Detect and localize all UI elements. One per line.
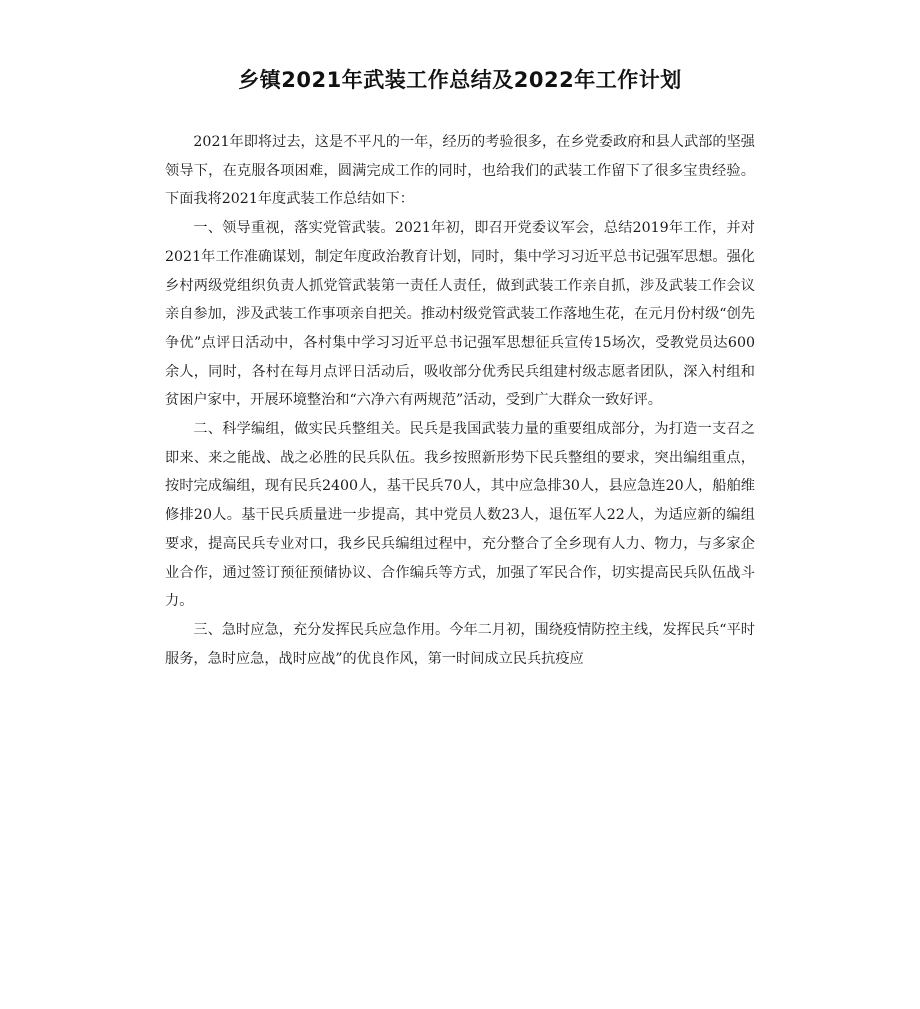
- document-body: [165, 128, 755, 673]
- paragraph-section-3: 三、急时应急，充分发挥民兵应急作用。今年二月初，围绕疫情防控主线，发挥民兵“平时服务，急时应急，战时应战”的优良作风，第一时间成立民兵抗疫应: [165, 621, 755, 667]
- paragraph-section-2: 二、科学编组，做实民兵整组关。民兵是我国武装力量的重要组成部分，为打造一支召之即来、来之能战、战之必胜的民兵队伍。我乡按照新形势下民兵整组的要求，突出编组重点，按时完成编组，现有民兵2400人，基干民兵70人，其中应急排30人，县应急连20人，船舶维修排20人。基干民兵质量进一步提高，其中党员人数23人，退伍军人22人，为适应新的编组要求，提高民兵专业对口，我乡民兵编组过程中，充分整合了全乡现有人力、物力，与多家企业合作，通过签订预征预储协议、合作编兵等方式，加强了军民合作，切实提高民兵队伍战斗力。: [165, 421, 755, 610]
- document-title: 乡镇2021年武装工作总结及2022年工作计划: [238, 68, 682, 92]
- paragraph-section-1: 一、领导重视，落实党管武装。2021年初，即召开党委议军会，总结2019年工作，并对2021年工作准确谋划，制定年度政治教育计划，同时，集中学习习近平总书记强军思想。强化乡村两级党组织负责人抓党管武装第一责任人责任，做到武装工作亲自抓，涉及武装工作会议亲自参加，涉及武装工作事项亲自把关。推动村级党管武装工作落地生花，在元月份村级“创先争优”点评日活动中，各村集中学习习近平总书记强军思想征兵宣传15场次，受教党员达600余人，同时，各村在每月点评日活动后，吸收部分优秀民兵组建村级志愿者团队，深入村组和贫困户家中，开展环境整治和“六净六有两规范”活动，受到广大群众一致好评。: [165, 220, 755, 409]
- paragraph-intro: 2021年即将过去，这是不平凡的一年，经历的考验很多，在乡党委政府和县人武部的坚强领导下，在克服各项困难，圆满完成工作的同时，也给我们的武装工作留下了很多宝贵经验。下面我将2021年度武装工作总结如下：: [165, 134, 755, 208]
